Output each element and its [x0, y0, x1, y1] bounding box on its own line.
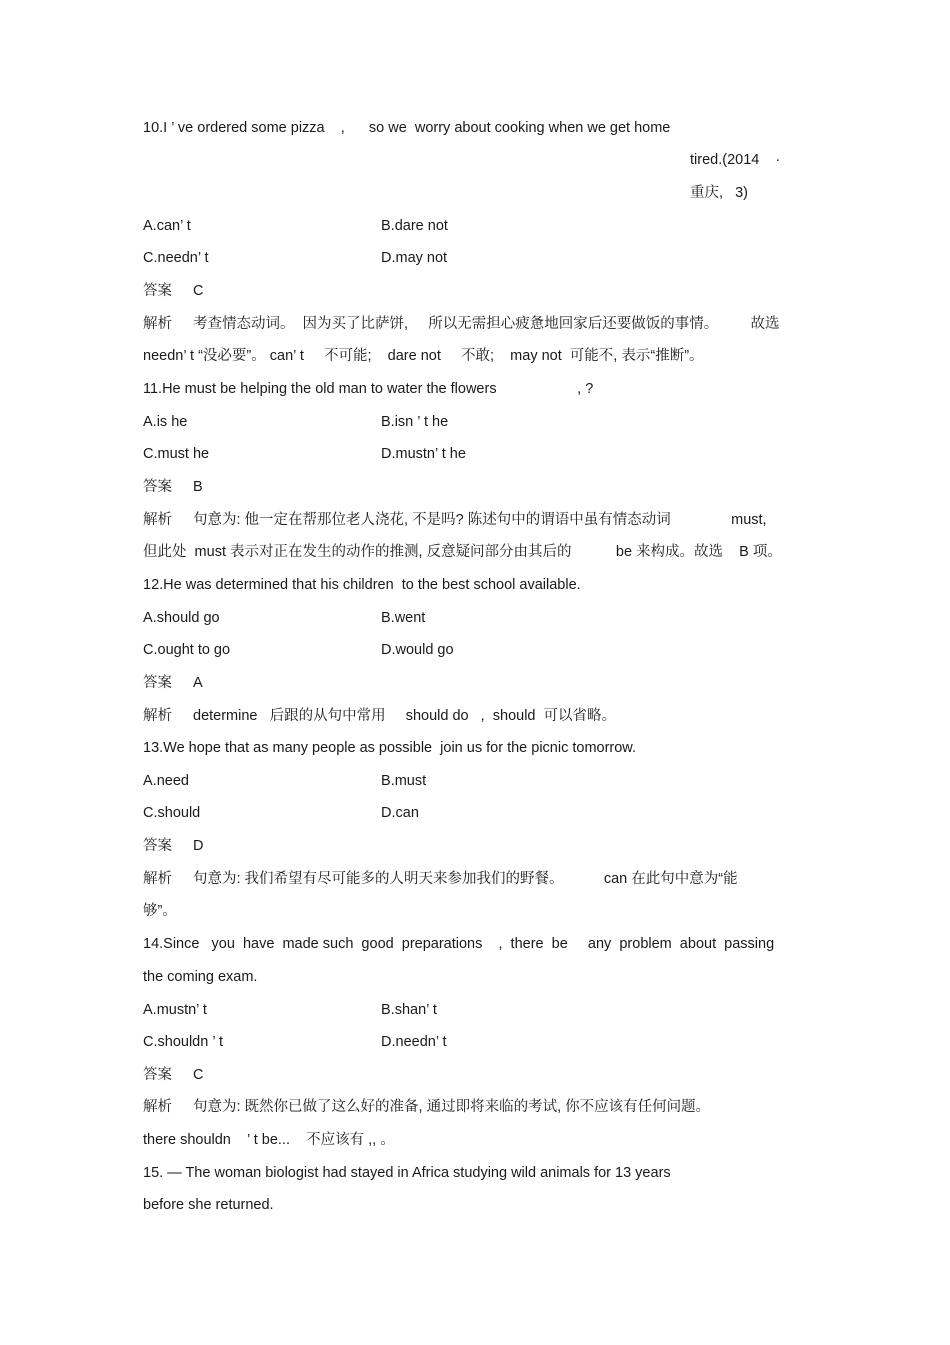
q12-line1: 12.He was determined that his children to the best school available.: [143, 577, 581, 593]
q13-option-d: D.can: [381, 805, 419, 821]
q14-explain1: [143, 1097, 710, 1117]
q14-option-a: A.mustn’ t: [143, 1002, 207, 1018]
q10-answer: [143, 281, 203, 301]
q14-option-c: C.shouldn ’ t: [143, 1034, 224, 1050]
q10-option-c: C.needn’ t: [143, 250, 209, 266]
q12-explain1: [143, 706, 616, 726]
answer-value: C: [193, 1067, 204, 1083]
q14-line1: 14.Since you have made such good preparations , there be any problem about passing: [143, 936, 775, 952]
q11-option-d: D.mustn’ t he: [381, 446, 466, 462]
q10-line3: 重庆, 3): [690, 185, 749, 201]
q13-line1: 13.We hope that as many people as possible join us for the picnic tomorrow.: [143, 740, 637, 756]
q14-answer: [143, 1065, 203, 1085]
q15-line2: before she returned.: [143, 1197, 274, 1213]
q13-option-a: A.need: [143, 773, 189, 789]
q10-option-a: A.can’ t: [143, 218, 191, 234]
answer-value: B: [193, 479, 203, 495]
explain-label: 解析: [143, 512, 172, 528]
explain-label: 解析: [143, 1099, 172, 1115]
q10-line2: tired.(2014 ·: [690, 152, 781, 168]
q11-answer: [143, 477, 203, 497]
q11-option-b: B.isn ’ t he: [381, 414, 449, 430]
q10-option-d: D.may not: [381, 250, 448, 266]
explain-label: 解析: [143, 316, 172, 332]
explain-text: 句意为: 既然你已做了这么好的准备, 通过即将来临的考试, 你不应该有任何问题。: [193, 1099, 711, 1115]
answer-value: A: [193, 675, 203, 691]
q13-option-c: C.should: [143, 805, 201, 821]
q13-explain2: 够”。: [143, 903, 177, 919]
q12-answer: [143, 673, 203, 693]
q10-option-b: B.dare not: [381, 218, 448, 234]
answer-label: 答案: [143, 1067, 172, 1083]
answer-label: 答案: [143, 283, 172, 299]
explain-label: 解析: [143, 708, 172, 724]
answer-value: C: [193, 283, 204, 299]
answer-label: 答案: [143, 479, 172, 495]
q10-explain2: needn’ t “没必要”。 can’ t 不可能; dare not 不敢; may not 可能不, 表示“推断”。: [143, 348, 704, 364]
q12-option-a: A.should go: [143, 610, 220, 626]
answer-label: 答案: [143, 838, 172, 854]
explain-label: 解析: [143, 871, 172, 887]
q14-option-b: B.shan’ t: [381, 1002, 437, 1018]
q13-answer: [143, 836, 203, 856]
explain-text: 句意为: 他一定在帮那位老人浇花, 不是吗? 陈述句中的谓语中虽有情态动词 must,: [193, 512, 767, 528]
explain-text: 考查情态动词。 因为买了比萨饼, 所以无需担心疲惫地回家后还要做饭的事情。 故选: [193, 316, 780, 332]
answer-label: 答案: [143, 675, 172, 691]
q12-option-d: D.would go: [381, 642, 454, 658]
q11-explain2: 但此处 must 表示对正在发生的动作的推测, 反意疑问部分由其后的 be 来构成。故选 B 项。: [143, 544, 782, 560]
q12-option-b: B.went: [381, 610, 426, 626]
q13-explain1: [143, 869, 738, 889]
q14-option-d: D.needn’ t: [381, 1034, 447, 1050]
q11-option-a: A.is he: [143, 414, 188, 430]
q10-explain1: [143, 314, 779, 334]
q11-line1: 11.He must be helping the old man to water the flowers , ?: [143, 381, 594, 397]
explain-text: determine 后跟的从句中常用 should do , should 可以省略。: [193, 708, 617, 724]
q10-line1: 10.I ’ ve ordered some pizza , so we worry about cooking when we get home: [143, 120, 671, 136]
explain-text: 句意为: 我们希望有尽可能多的人明天来参加我们的野餐。 can 在此句中意为“能: [193, 871, 738, 887]
q11-option-c: C.must he: [143, 446, 210, 462]
q14-explain2: there shouldn ’ t be... 不应该有 ,, 。: [143, 1132, 395, 1148]
q15-line1: 15. — The woman biologist had stayed in Africa studying wild animals for 13 years: [143, 1165, 671, 1181]
answer-value: D: [193, 838, 204, 854]
q12-option-c: C.ought to go: [143, 642, 231, 658]
q11-explain1: [143, 510, 767, 530]
q14-line2: the coming exam.: [143, 969, 258, 985]
q13-option-b: B.must: [381, 773, 427, 789]
